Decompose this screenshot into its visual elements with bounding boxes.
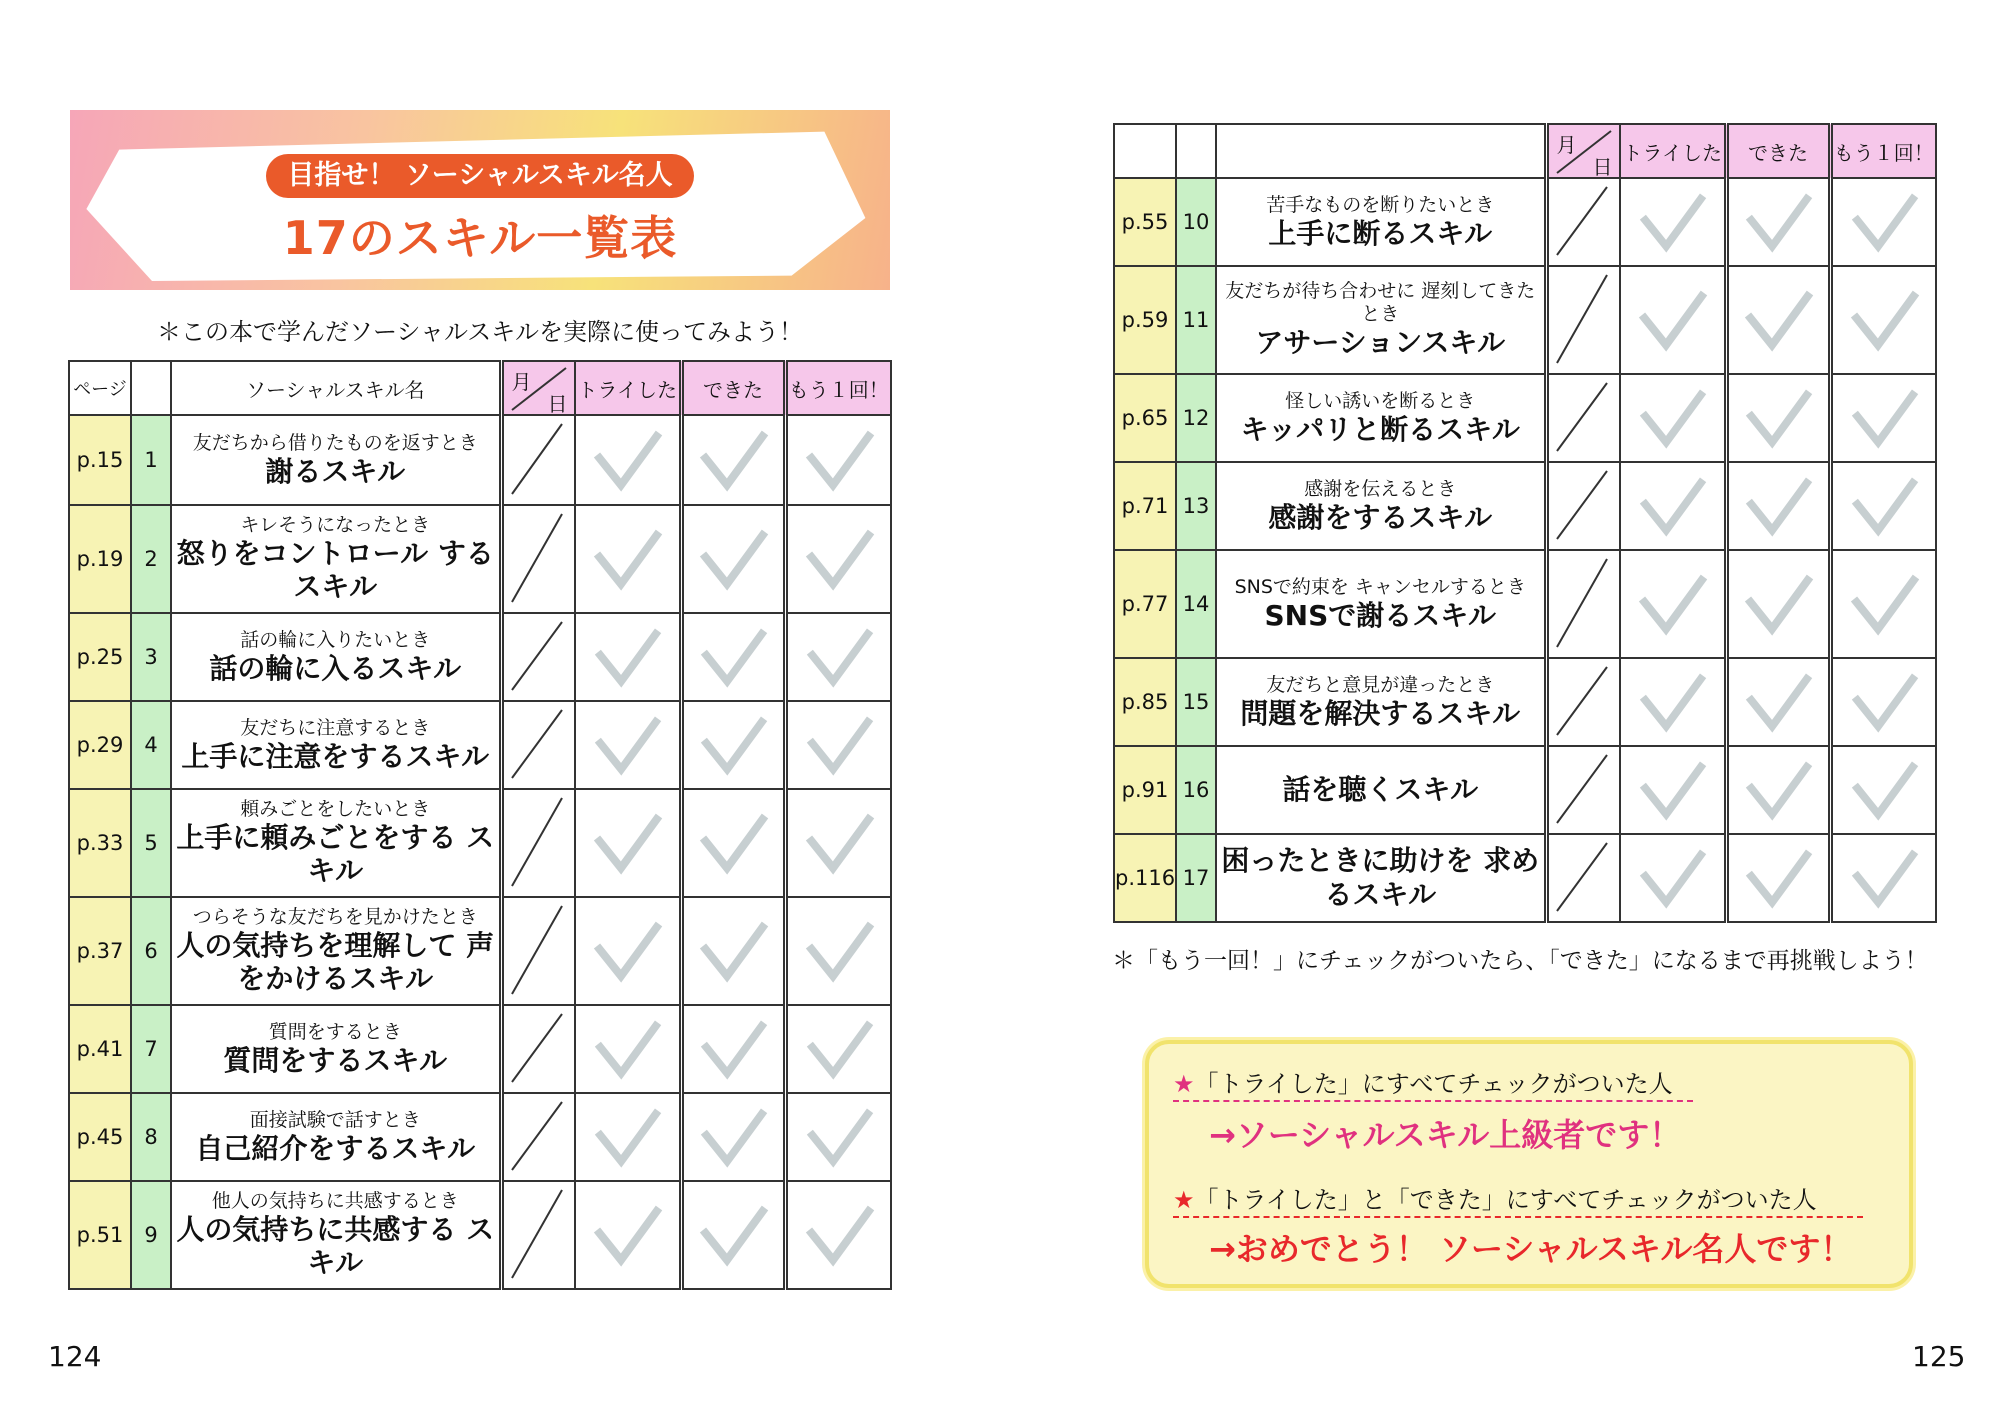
date-cell[interactable] bbox=[1546, 746, 1620, 834]
skill-situation: 苦手なものを断りたいとき bbox=[1266, 193, 1495, 216]
check-mark-icon[interactable] bbox=[589, 425, 665, 495]
check-mark-icon[interactable] bbox=[589, 808, 665, 878]
date-slash-icon bbox=[1549, 181, 1619, 263]
date-slash-icon bbox=[1549, 661, 1619, 743]
check-mark-icon[interactable] bbox=[801, 425, 877, 495]
tried-check-cell[interactable] bbox=[575, 897, 681, 1005]
check-mark-icon[interactable] bbox=[1740, 569, 1816, 639]
table-row bbox=[69, 1005, 891, 1093]
tried-check-cell[interactable] bbox=[1620, 658, 1726, 746]
date-slash-icon bbox=[504, 418, 574, 502]
table-row bbox=[1114, 550, 1936, 658]
page-ref: p.77 bbox=[1114, 550, 1176, 658]
again-check-cell[interactable] bbox=[785, 1181, 891, 1289]
table-row bbox=[69, 897, 891, 1005]
skill-number: 7 bbox=[131, 1005, 171, 1093]
check-mark-icon[interactable] bbox=[695, 524, 771, 594]
check-mark-icon[interactable] bbox=[696, 1015, 770, 1083]
date-slash-icon bbox=[504, 900, 574, 1002]
skill-name-cell bbox=[171, 613, 501, 701]
check-mark-icon[interactable] bbox=[1635, 668, 1709, 736]
header-month: 月 bbox=[1556, 133, 1577, 157]
check-mark-icon[interactable] bbox=[1847, 472, 1921, 540]
skill-name-cell bbox=[171, 505, 501, 613]
date-slash-icon bbox=[504, 704, 574, 786]
date-slash-icon bbox=[1549, 837, 1619, 919]
tried-check-cell[interactable] bbox=[1620, 374, 1726, 462]
skill-name: 感謝をするスキル bbox=[1268, 500, 1493, 534]
skill-name: 人の気持ちに共感する スキル bbox=[176, 1212, 495, 1280]
skill-situation: 怪しい誘いを断るとき bbox=[1285, 389, 1476, 412]
star-icon: ★ bbox=[1173, 1186, 1195, 1214]
check-mark-icon[interactable] bbox=[1634, 285, 1710, 355]
page-ref: p.41 bbox=[69, 1005, 131, 1093]
header-name: ソーシャルスキル名 bbox=[171, 361, 501, 415]
again-check-cell[interactable] bbox=[1830, 462, 1936, 550]
skill-number: 9 bbox=[131, 1181, 171, 1289]
again-check-cell[interactable] bbox=[785, 701, 891, 789]
date-slash-icon bbox=[1549, 465, 1619, 547]
done-check-cell[interactable] bbox=[681, 701, 785, 789]
check-mark-icon[interactable] bbox=[1847, 188, 1921, 256]
date-cell[interactable] bbox=[1546, 266, 1620, 374]
again-check-cell[interactable] bbox=[1830, 178, 1936, 266]
page-ref: p.29 bbox=[69, 701, 131, 789]
left-subnote: ＊この本で学んだソーシャルスキルを実際に使ってみよう！ bbox=[156, 318, 804, 346]
header-num bbox=[1176, 124, 1216, 178]
table-row bbox=[1114, 266, 1936, 374]
skill-number: 2 bbox=[131, 505, 171, 613]
check-mark-icon[interactable] bbox=[695, 916, 771, 986]
check-mark-icon[interactable] bbox=[1740, 285, 1816, 355]
skill-number: 17 bbox=[1176, 834, 1216, 922]
again-check-cell[interactable] bbox=[785, 789, 891, 897]
tried-check-cell[interactable] bbox=[1620, 550, 1726, 658]
tried-check-cell[interactable] bbox=[575, 613, 681, 701]
result-condition-1: 「トライした」にすべてチェックがついた人 bbox=[1194, 1070, 1673, 1098]
result-condition-2: 「トライした」と「できた」にすべてチェックがついた人 bbox=[1194, 1186, 1817, 1214]
table-row bbox=[69, 701, 891, 789]
star-icon: ★ bbox=[1173, 1070, 1195, 1098]
skill-situation: 友だちから借りたものを返すとき bbox=[192, 431, 478, 454]
tried-check-cell[interactable] bbox=[1620, 746, 1726, 834]
skill-name-cell bbox=[1216, 746, 1546, 834]
skill-number: 6 bbox=[131, 897, 171, 1005]
table-row bbox=[69, 1093, 891, 1181]
page-number-left: 124 bbox=[48, 1340, 102, 1373]
check-mark-icon[interactable] bbox=[696, 1103, 770, 1171]
skill-situation: 友だちと意見が違ったとき bbox=[1266, 673, 1495, 696]
done-check-cell[interactable] bbox=[1726, 374, 1830, 462]
check-mark-icon[interactable] bbox=[590, 1015, 664, 1083]
again-check-cell[interactable] bbox=[785, 897, 891, 1005]
skill-name-cell bbox=[171, 789, 501, 897]
skill-name-cell bbox=[1216, 178, 1546, 266]
check-mark-icon[interactable] bbox=[1635, 472, 1709, 540]
done-check-cell[interactable] bbox=[1726, 834, 1830, 922]
again-check-cell[interactable] bbox=[785, 1093, 891, 1181]
table-header-row bbox=[69, 361, 891, 415]
banner-title: 17のスキル一覧表 bbox=[282, 211, 678, 265]
skill-name-cell bbox=[1216, 834, 1546, 922]
tried-check-cell[interactable] bbox=[1620, 462, 1726, 550]
check-mark-icon[interactable] bbox=[1847, 668, 1921, 736]
skill-situation: 面接試験で話すとき bbox=[249, 1108, 421, 1131]
skill-name: キッパリと断るスキル bbox=[1240, 412, 1520, 446]
page-ref: p.45 bbox=[69, 1093, 131, 1181]
date-cell[interactable] bbox=[501, 613, 575, 701]
skill-name-cell bbox=[171, 1005, 501, 1093]
date-slash-icon bbox=[504, 1096, 574, 1178]
skill-situation: 質問をするとき bbox=[268, 1020, 402, 1043]
date-cell[interactable] bbox=[1546, 658, 1620, 746]
done-check-cell[interactable] bbox=[681, 613, 785, 701]
date-cell[interactable] bbox=[1546, 462, 1620, 550]
page-ref: p.25 bbox=[69, 613, 131, 701]
tried-check-cell[interactable] bbox=[1620, 266, 1726, 374]
page-ref: p.51 bbox=[69, 1181, 131, 1289]
check-mark-icon[interactable] bbox=[589, 916, 665, 986]
header-done: できた bbox=[681, 361, 785, 415]
skill-name-cell bbox=[171, 1181, 501, 1289]
table-row bbox=[69, 789, 891, 897]
skill-situation: 他人の気持ちに共感するとき bbox=[211, 1190, 459, 1212]
check-mark-icon[interactable] bbox=[696, 623, 770, 691]
page-ref: p.59 bbox=[1114, 266, 1176, 374]
date-cell[interactable] bbox=[1546, 178, 1620, 266]
check-mark-icon[interactable] bbox=[802, 1015, 876, 1083]
page-ref: p.33 bbox=[69, 789, 131, 897]
page-ref: p.37 bbox=[69, 897, 131, 1005]
date-cell[interactable] bbox=[1546, 550, 1620, 658]
table-row bbox=[69, 415, 891, 505]
skill-name: 自己紹介をするスキル bbox=[195, 1131, 476, 1165]
done-check-cell[interactable] bbox=[681, 505, 785, 613]
skill-name-cell bbox=[171, 701, 501, 789]
page-ref: p.116 bbox=[1114, 834, 1176, 922]
skill-name-cell bbox=[171, 1093, 501, 1181]
done-check-cell[interactable] bbox=[681, 789, 785, 897]
table-header-row bbox=[1114, 124, 1936, 178]
done-check-cell[interactable] bbox=[1726, 178, 1830, 266]
skill-number: 15 bbox=[1176, 658, 1216, 746]
check-mark-icon[interactable] bbox=[802, 623, 876, 691]
check-mark-icon[interactable] bbox=[1741, 844, 1815, 912]
check-mark-icon[interactable] bbox=[696, 711, 770, 779]
skill-number: 12 bbox=[1176, 374, 1216, 462]
done-check-cell[interactable] bbox=[681, 1181, 785, 1289]
tried-check-cell[interactable] bbox=[575, 1181, 681, 1289]
skill-name: 上手に注意をするスキル bbox=[181, 739, 490, 773]
date-slash-icon bbox=[504, 1008, 574, 1090]
date-slash-icon bbox=[1549, 553, 1619, 655]
check-mark-icon[interactable] bbox=[1635, 844, 1709, 912]
page-ref: p.55 bbox=[1114, 178, 1176, 266]
again-check-cell[interactable] bbox=[785, 1005, 891, 1093]
check-mark-icon[interactable] bbox=[802, 711, 876, 779]
skill-situation: 友だちが待ち合わせに 遅刻してきたとき bbox=[1225, 280, 1536, 326]
result-box bbox=[1145, 1040, 1913, 1288]
done-check-cell[interactable] bbox=[1726, 266, 1830, 374]
header-page bbox=[1114, 124, 1176, 178]
date-slash-icon bbox=[504, 616, 574, 698]
skill-name-cell bbox=[171, 415, 501, 505]
again-check-cell[interactable] bbox=[785, 415, 891, 505]
date-cell[interactable] bbox=[1546, 834, 1620, 922]
page-ref: p.85 bbox=[1114, 658, 1176, 746]
skill-number: 3 bbox=[131, 613, 171, 701]
table-row bbox=[69, 505, 891, 613]
tried-check-cell[interactable] bbox=[1620, 178, 1726, 266]
underline-1 bbox=[1173, 1100, 1693, 1102]
right-note: ＊「もう一回！」にチェックがついたら、「できた」になるまで再挑戦しよう！ bbox=[1112, 948, 1928, 974]
again-check-cell[interactable] bbox=[785, 613, 891, 701]
again-check-cell[interactable] bbox=[785, 505, 891, 613]
date-cell[interactable] bbox=[501, 1093, 575, 1181]
skill-name-cell bbox=[1216, 658, 1546, 746]
date-cell[interactable] bbox=[501, 789, 575, 897]
done-check-cell[interactable] bbox=[1726, 550, 1830, 658]
table-row bbox=[1114, 746, 1936, 834]
table-row bbox=[69, 613, 891, 701]
skill-number: 5 bbox=[131, 789, 171, 897]
check-mark-icon[interactable] bbox=[589, 1200, 665, 1270]
skill-name: アサーションスキル bbox=[1255, 326, 1506, 359]
header-name bbox=[1216, 124, 1546, 178]
check-mark-icon[interactable] bbox=[1741, 668, 1815, 736]
page-ref: p.65 bbox=[1114, 374, 1176, 462]
date-cell[interactable] bbox=[501, 505, 575, 613]
done-check-cell[interactable] bbox=[1726, 462, 1830, 550]
header-num bbox=[131, 361, 171, 415]
skill-situation: 頼みごとをしたいとき bbox=[240, 798, 431, 820]
skill-name: 話を聴くスキル bbox=[1282, 773, 1479, 807]
table-row bbox=[1114, 834, 1936, 922]
header-day: 日 bbox=[1592, 155, 1613, 179]
check-mark-icon[interactable] bbox=[1635, 756, 1709, 824]
date-slash-icon bbox=[504, 792, 574, 894]
date-slash-icon bbox=[504, 1184, 574, 1286]
page-ref: p.91 bbox=[1114, 746, 1176, 834]
result-line-1 bbox=[1173, 1064, 1673, 1099]
skill-number: 13 bbox=[1176, 462, 1216, 550]
again-check-cell[interactable] bbox=[1830, 266, 1936, 374]
skill-name: SNSで謝るスキル bbox=[1264, 598, 1496, 632]
header-day: 日 bbox=[547, 392, 568, 416]
check-mark-icon[interactable] bbox=[801, 524, 877, 594]
header-again: もう１回！ bbox=[785, 361, 891, 415]
header-page: ページ bbox=[69, 361, 131, 415]
tried-check-cell[interactable] bbox=[575, 1093, 681, 1181]
skill-name-cell bbox=[1216, 374, 1546, 462]
skill-name: 人の気持ちを理解して 声をかけるスキル bbox=[176, 928, 495, 996]
page-ref: p.15 bbox=[69, 415, 131, 505]
table-row bbox=[1114, 462, 1936, 550]
skill-number: 8 bbox=[131, 1093, 171, 1181]
check-mark-icon[interactable] bbox=[1846, 569, 1922, 639]
skill-name-cell bbox=[1216, 550, 1546, 658]
tried-check-cell[interactable] bbox=[575, 1005, 681, 1093]
skill-name: 質問をするスキル bbox=[223, 1043, 448, 1077]
skill-situation: キレそうになったとき bbox=[240, 514, 431, 536]
page-ref: p.71 bbox=[1114, 462, 1176, 550]
check-mark-icon[interactable] bbox=[1634, 569, 1710, 639]
again-check-cell[interactable] bbox=[1830, 834, 1936, 922]
skill-number: 16 bbox=[1176, 746, 1216, 834]
check-mark-icon[interactable] bbox=[695, 808, 771, 878]
skill-situation: 感謝を伝えるとき bbox=[1304, 477, 1457, 500]
banner-pill: 目指せ！ ソーシャルスキル名人 bbox=[266, 154, 694, 198]
date-slash-icon bbox=[504, 508, 574, 610]
skill-name: 問題を解決するスキル bbox=[1240, 696, 1521, 730]
tried-check-cell[interactable] bbox=[575, 415, 681, 505]
header-tried: トライした bbox=[575, 361, 681, 415]
date-cell[interactable] bbox=[501, 415, 575, 505]
skill-name: 怒りをコントロール するスキル bbox=[176, 536, 494, 604]
page-ref: p.19 bbox=[69, 505, 131, 613]
done-check-cell[interactable] bbox=[681, 415, 785, 505]
done-check-cell[interactable] bbox=[681, 897, 785, 1005]
check-mark-icon[interactable] bbox=[1847, 756, 1921, 824]
check-mark-icon[interactable] bbox=[590, 623, 664, 691]
result-text-1: →ソーシャルスキル上級者です！ bbox=[1209, 1116, 1682, 1154]
check-mark-icon[interactable] bbox=[801, 808, 877, 878]
header-tried: トライした bbox=[1620, 124, 1726, 178]
skill-number: 10 bbox=[1176, 178, 1216, 266]
check-mark-icon[interactable] bbox=[590, 711, 664, 779]
check-mark-icon[interactable] bbox=[695, 425, 771, 495]
date-cell[interactable] bbox=[1546, 374, 1620, 462]
date-slash-icon bbox=[1549, 269, 1619, 371]
table-row bbox=[1114, 374, 1936, 462]
skill-situation: 話の輪に入りたいとき bbox=[240, 628, 431, 651]
check-mark-icon[interactable] bbox=[590, 1103, 664, 1171]
skill-number: 1 bbox=[131, 415, 171, 505]
date-cell[interactable] bbox=[501, 897, 575, 1005]
check-mark-icon[interactable] bbox=[1635, 384, 1709, 452]
tried-check-cell[interactable] bbox=[1620, 834, 1726, 922]
header-done: できた bbox=[1726, 124, 1830, 178]
check-mark-icon[interactable] bbox=[1635, 188, 1709, 256]
done-check-cell[interactable] bbox=[1726, 746, 1830, 834]
check-mark-icon[interactable] bbox=[801, 1200, 877, 1270]
date-slash-icon bbox=[1549, 377, 1619, 459]
tried-check-cell[interactable] bbox=[575, 701, 681, 789]
header-month: 月 bbox=[511, 370, 532, 394]
check-mark-icon[interactable] bbox=[1846, 285, 1922, 355]
skill-number: 4 bbox=[131, 701, 171, 789]
date-cell[interactable] bbox=[501, 1005, 575, 1093]
date-cell[interactable] bbox=[501, 1181, 575, 1289]
check-mark-icon[interactable] bbox=[1741, 756, 1815, 824]
header-again: もう１回！ bbox=[1830, 124, 1936, 178]
result-text-2: →おめでとう！ ソーシャルスキル名人です！ bbox=[1209, 1230, 1853, 1268]
skills-table-left bbox=[68, 360, 892, 1290]
table-row bbox=[1114, 178, 1936, 266]
again-check-cell[interactable] bbox=[1830, 746, 1936, 834]
table-row bbox=[69, 1181, 891, 1289]
skill-name-cell bbox=[1216, 266, 1546, 374]
underline-2 bbox=[1173, 1216, 1863, 1218]
skills-table-right bbox=[1113, 123, 1937, 923]
skill-name: 上手に断るスキル bbox=[1268, 216, 1493, 250]
title-banner bbox=[70, 110, 890, 290]
table-row bbox=[1114, 658, 1936, 746]
again-check-cell[interactable] bbox=[1830, 550, 1936, 658]
skill-situation: SNSで約束を キャンセルするとき bbox=[1234, 575, 1526, 598]
done-check-cell[interactable] bbox=[681, 1005, 785, 1093]
done-check-cell[interactable] bbox=[1726, 658, 1830, 746]
page-number-right: 125 bbox=[1912, 1340, 1966, 1373]
check-mark-icon[interactable] bbox=[1741, 188, 1815, 256]
check-mark-icon[interactable] bbox=[1741, 472, 1815, 540]
tried-check-cell[interactable] bbox=[575, 505, 681, 613]
date-cell[interactable] bbox=[501, 701, 575, 789]
check-mark-icon[interactable] bbox=[695, 1200, 771, 1270]
again-check-cell[interactable] bbox=[1830, 658, 1936, 746]
check-mark-icon[interactable] bbox=[801, 916, 877, 986]
skill-number: 14 bbox=[1176, 550, 1216, 658]
skill-name: 謝るスキル bbox=[265, 454, 406, 488]
again-check-cell[interactable] bbox=[1830, 374, 1936, 462]
skill-name: 困ったときに助けを 求めるスキル bbox=[1221, 844, 1540, 911]
check-mark-icon[interactable] bbox=[589, 524, 665, 594]
skill-number: 11 bbox=[1176, 266, 1216, 374]
skill-name: 上手に頼みごとをする スキル bbox=[176, 820, 495, 888]
check-mark-icon[interactable] bbox=[1847, 844, 1921, 912]
skill-situation: 友だちに注意するとき bbox=[240, 716, 431, 739]
skill-name-cell bbox=[171, 897, 501, 1005]
skill-situation: つらそうな友だちを見かけたとき bbox=[192, 906, 478, 928]
check-mark-icon[interactable] bbox=[802, 1103, 876, 1171]
result-line-2 bbox=[1173, 1180, 1817, 1215]
check-mark-icon[interactable] bbox=[1847, 384, 1921, 452]
skill-name-cell bbox=[1216, 462, 1546, 550]
header-date bbox=[501, 361, 575, 415]
check-mark-icon[interactable] bbox=[1741, 384, 1815, 452]
tried-check-cell[interactable] bbox=[575, 789, 681, 897]
date-slash-icon bbox=[1549, 749, 1619, 831]
done-check-cell[interactable] bbox=[681, 1093, 785, 1181]
header-date bbox=[1546, 124, 1620, 178]
skill-name: 話の輪に入るスキル bbox=[209, 651, 462, 685]
